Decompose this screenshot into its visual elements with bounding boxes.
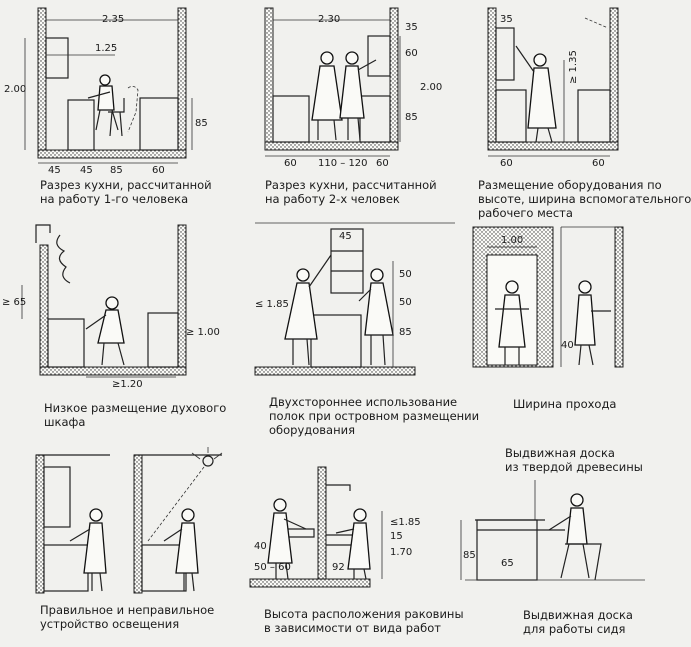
dim-85: 85 — [195, 118, 208, 129]
dim-15: 15 — [390, 531, 403, 542]
caption-island-shelves: Двухстороннее использование полок при островном размещении оборудования — [269, 395, 480, 437]
panel-sink-height — [250, 445, 464, 647]
panel-pullout-board — [465, 440, 661, 647]
dim-65: 65 — [501, 558, 514, 569]
caption-equipment-height: Размещение оборудования по высоте, ширина вспомогательного рабочего места — [478, 178, 691, 220]
caption-sink-height: Высота расположения раковины в зависимости от вида работ — [264, 607, 464, 635]
caption-passage-width: Ширина прохода — [513, 397, 617, 411]
caption-kitchen-two-persons: Разрез кухни, рассчитанной на работу 2-х человек — [265, 178, 437, 206]
equipment-height-drawing — [460, 0, 661, 175]
dim-35: 35 — [405, 22, 418, 33]
lighting-drawing — [0, 445, 235, 595]
dim-60: 60 — [405, 48, 418, 59]
dim-height-2-00: 2.00 — [4, 84, 27, 95]
caption-kitchen-one-person: Разрез кухни, рассчитанной на работу 1-го человека — [40, 178, 212, 206]
dim-85: 85 — [405, 112, 418, 123]
kitchen-one-person-drawing — [0, 0, 205, 175]
dim-60-floor: 60 — [152, 165, 165, 176]
dim-max-1-85: ≤ 1.85 — [255, 299, 289, 310]
panel-passage-width — [465, 215, 661, 425]
dim-60-right: 60 — [592, 158, 605, 169]
label-hardwood-board: Выдвижная доска из твердой древесины — [505, 446, 643, 474]
panel-equipment-height — [460, 0, 691, 225]
passage-width-drawing — [465, 215, 661, 375]
dim-min-1-35: ≥ 1.35 — [568, 50, 579, 84]
panel-kitchen-one-person — [0, 0, 212, 215]
panel-island-shelves — [255, 215, 480, 440]
dim-85: 85 — [463, 550, 476, 561]
dim-1-00: 1.00 — [501, 235, 524, 246]
dim-max-1-85: ≤1.85 — [390, 517, 421, 528]
panel-low-oven — [0, 215, 227, 440]
dim-85: 85 — [399, 327, 412, 338]
dim-92: 92 — [332, 562, 345, 573]
dim-height-2-00: 2.00 — [420, 82, 443, 93]
dim-50-lower: 50 — [399, 297, 412, 308]
dim-60-left: 60 — [284, 158, 297, 169]
panel-kitchen-two-persons — [230, 0, 450, 215]
dim-85-floor: 85 — [110, 165, 123, 176]
dim-1-70: 1.70 — [390, 547, 413, 558]
dim-40: 40 — [254, 541, 267, 552]
caption-lighting: Правильное и неправильное устройство освещения — [40, 603, 215, 631]
dim-min-1-20: ≥1.20 — [112, 379, 143, 390]
dim-min-1-00: ≥ 1.00 — [186, 327, 220, 338]
dim-width-2-30: 2.30 — [318, 14, 341, 25]
dim-45-b: 45 — [80, 165, 93, 176]
dim-1-25: 1.25 — [95, 43, 118, 54]
dim-35: 35 — [500, 14, 513, 25]
dim-60-right: 60 — [376, 158, 389, 169]
low-oven-drawing — [0, 215, 215, 385]
caption-low-oven: Низкое размещение духового шкафа — [44, 401, 227, 429]
panel-lighting — [0, 445, 235, 645]
dim-min-65: ≥ 65 — [2, 297, 27, 308]
pullout-board-drawing — [465, 440, 661, 600]
dim-50-60: 50 – 60 — [254, 562, 291, 573]
dim-110-120: 110 – 120 — [318, 158, 368, 169]
dim-45: 45 — [339, 231, 352, 242]
dim-40: 40 — [561, 340, 574, 351]
caption-pullout-board: Выдвижная доска для работы сидя — [523, 608, 633, 636]
dim-50-upper: 50 — [399, 269, 412, 280]
dim-45-a: 45 — [48, 165, 61, 176]
dim-60-left: 60 — [500, 158, 513, 169]
dim-width-2-35: 2.35 — [102, 14, 125, 25]
